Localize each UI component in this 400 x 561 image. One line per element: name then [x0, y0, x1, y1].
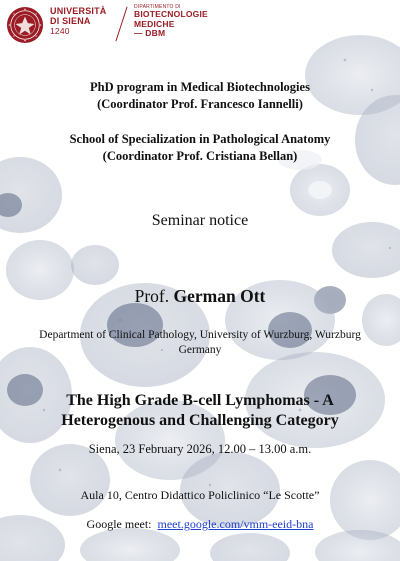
- speaker-full-name: German Ott: [173, 286, 266, 306]
- seminar-title-line1: The High Grade B-cell Lymphomas - A: [66, 392, 334, 409]
- department-name-line2: MEDICHE: [134, 18, 175, 29]
- seminar-location: Aula 10, Centro Didattico Policlinico “Le Scotte”: [80, 488, 320, 502]
- department-label: DIPARTIMENTO DI: [134, 4, 181, 10]
- seminar-title-line2: Heterogenous and Challenging Category: [61, 412, 339, 429]
- speaker-affiliation-line2: Germany: [178, 344, 222, 356]
- seminar-notice-heading: Seminar notice: [151, 212, 249, 229]
- speaker-affiliation-line1: Department of Clinical Pathology, University of Wurzburg, Wurzburg: [39, 329, 361, 341]
- school-title: School of Specialization in Pathological Anatomy: [69, 132, 331, 146]
- google-meet-label: Google meet:: [86, 517, 152, 531]
- google-meet-row: [0, 517, 400, 532]
- school-coordinator: (Coordinator Prof. Cristiana Bellan): [102, 149, 298, 163]
- department-name-line3: — DBM: [134, 28, 166, 38]
- program-title: PhD program in Medical Biotechnologies: [90, 80, 310, 94]
- seminar-date-time: Siena, 23 February 2026, 12.00 – 13.00 a.m.: [88, 442, 312, 456]
- university-founded: 1240: [50, 26, 70, 36]
- google-meet-link[interactable]: meet.google.com/vmm-eeid-bna: [157, 517, 314, 531]
- university-name-line2: DI SIENA: [50, 16, 91, 26]
- speaker-prefix: Prof.: [134, 286, 170, 306]
- speaker-name: [0, 286, 400, 307]
- department-name-line1: BIOTECNOLOGIE: [134, 9, 208, 19]
- university-name-line1: UNIVERSITÀ: [50, 6, 107, 16]
- program-coordinator: (Coordinator Prof. Francesco Iannelli): [97, 97, 303, 111]
